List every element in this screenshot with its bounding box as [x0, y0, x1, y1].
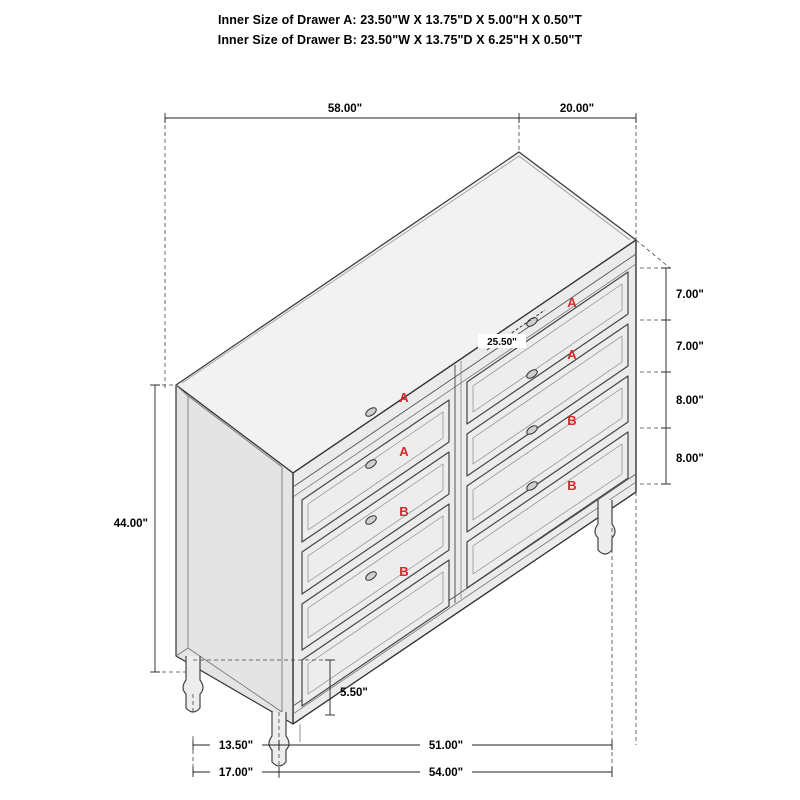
dim-bottom-left2: 17.00"	[218, 767, 254, 779]
dim-right-2: 7.00"	[676, 341, 704, 353]
dim-right-3: 8.00"	[676, 395, 704, 407]
furniture-body	[176, 152, 636, 766]
drawer-label-right-2: A	[567, 347, 577, 362]
drawer-label-left-4: B	[399, 564, 409, 579]
drawer-label-left-3: B	[399, 504, 409, 519]
dim-leg-height: 5.50"	[340, 687, 368, 699]
drawer-label-left-1: A	[399, 390, 409, 405]
drawer-a-inner-size: Inner Size of Drawer A: 23.50"W X 13.75"D X 5.00"H X 0.50"T	[217, 13, 582, 27]
drawer-b-inner-size: Inner Size of Drawer B: 23.50"W X 13.75"D X 6.25"H X 0.50"T	[217, 33, 583, 47]
dim-top-depth: 20.00"	[559, 103, 595, 115]
drawer-label-right-4: B	[567, 478, 577, 493]
dim-top-width: 58.00"	[327, 103, 363, 115]
dim-right-4: 8.00"	[676, 453, 704, 465]
dim-bottom-mid: 51.00"	[428, 740, 464, 752]
dim-left-height: 44.00"	[113, 518, 148, 530]
drawer-label-left-2: A	[399, 444, 409, 459]
dim-right-1: 7.00"	[676, 289, 704, 301]
dim-drawer-width: 25.50"	[487, 337, 517, 348]
drawer-label-right-1: A	[567, 295, 577, 310]
drawer-label-right-3: B	[567, 413, 577, 428]
dim-bottom-left: 13.50"	[218, 740, 254, 752]
dim-bottom-full: 54.00"	[428, 767, 464, 779]
